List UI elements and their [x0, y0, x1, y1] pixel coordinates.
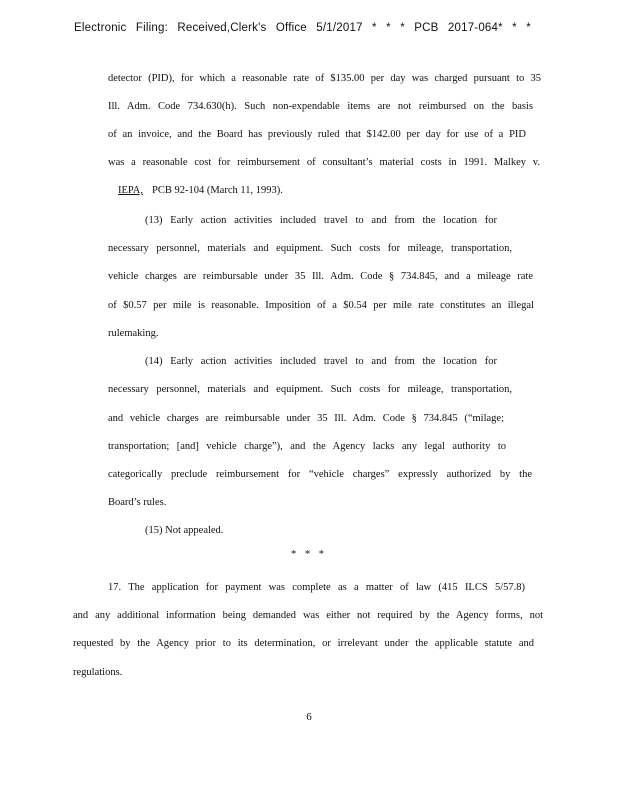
- page-number: 6: [306, 711, 312, 723]
- filing-header: Electronic Filing: Received,Clerk's Office 5/1/2017 * * * PCB 2017-064* * *: [74, 22, 531, 34]
- paragraph-14-start: (14) Early action activities included travel to and from the location for: [145, 356, 497, 367]
- text-line: Ill. Adm. Code 734.630(h). Such non-expendable items are not reimbursed on the basis: [108, 101, 533, 112]
- text-line: and any additional information being demanded was either not required by the Agency forms, not: [73, 610, 543, 621]
- text-line: Board’s rules.: [108, 497, 167, 508]
- text-line: detector (PID), for which a reasonable rate of $135.00 per day was charged pursuant to 35: [108, 73, 541, 84]
- case-name-underlined: IEPA,: [118, 185, 143, 196]
- text-line: of an invoice, and the Board has previously ruled that $142.00 per day for use of a PID: [108, 129, 526, 140]
- text-line: regulations.: [73, 667, 123, 678]
- text-line: vehicle charges are reimbursable under 35 Ill. Adm. Code § 734.845, and a mileage rate: [108, 271, 533, 282]
- text-line: transportation; [and] vehicle charge”), and the Agency lacks any legal authority to: [108, 441, 506, 452]
- paragraph-17-start: 17. The application for payment was complete as a matter of law (415 ILCS 5/57.8): [108, 582, 525, 593]
- paragraph-15: (15) Not appealed.: [145, 525, 224, 536]
- section-break-stars: * * *: [291, 549, 327, 560]
- text-line: necessary personnel, materials and equipment. Such costs for mileage, transportation,: [108, 243, 512, 254]
- text-line: and vehicle charges are reimbursable under 35 Ill. Adm. Code § 734.845 (“milage;: [108, 413, 504, 424]
- text-line: rulemaking.: [108, 328, 159, 339]
- text-line: categorically preclude reimbursement for “vehicle charges” expressly authorized by the: [108, 469, 532, 480]
- text-line: requested by the Agency prior to its determination, or irrelevant under the applicable statute and: [73, 638, 534, 649]
- text-line: necessary personnel, materials and equipment. Such costs for mileage, transportation,: [108, 384, 512, 395]
- text-line: PCB 92-104 (March 11, 1993).: [152, 185, 283, 196]
- text-line: was a reasonable cost for reimbursement of consultant’s material costs in 1991. Malkey v.: [108, 157, 540, 168]
- paragraph-13-start: (13) Early action activities included travel to and from the location for: [145, 215, 497, 226]
- text-line: of $0.57 per mile is reasonable. Imposition of a $0.54 per mile rate constitutes an illegal: [108, 300, 534, 311]
